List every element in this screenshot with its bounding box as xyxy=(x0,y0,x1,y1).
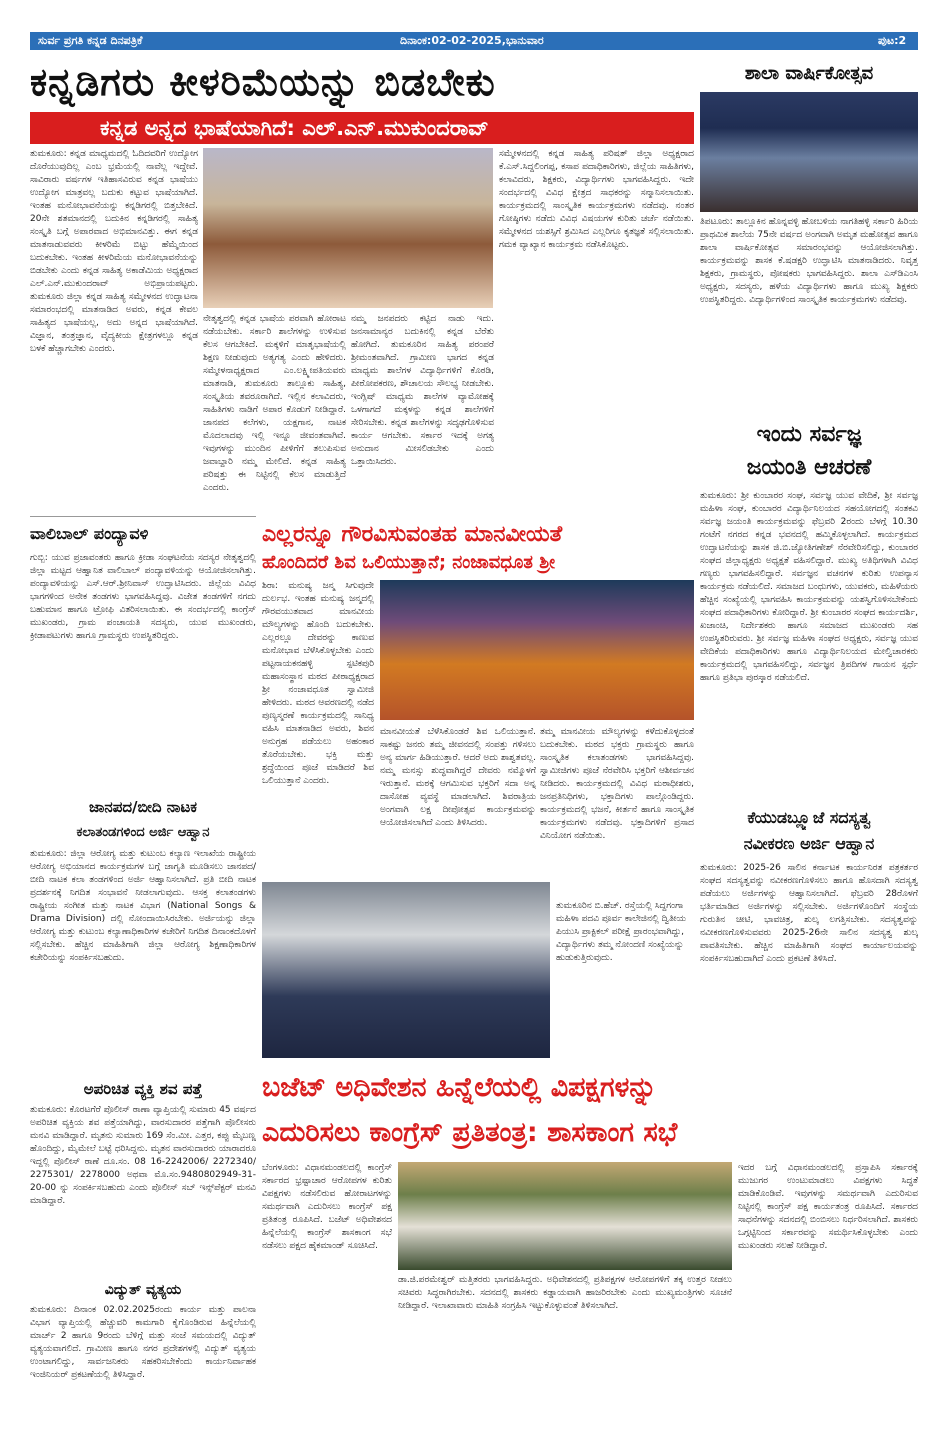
page-number: ಪುಟ:2 xyxy=(878,34,907,47)
swamiji-col-1: ಶಿರಾ: ಮನುಷ್ಯ ಜನ್ಮ ಸಿಗುವುದೇ ದುರ್ಲಭ. ಇಂತಹ ಮನುಷ್ಯ ಜನ್ಮದಲ್ಲಿ ಗೌರವಯುತವಾದ ಮಾನವೀಯ ಮೌಲ್ಯಗಳನ್ನು ಹೊಂದಿ ಬದುಕಬೇಕು. ಎಲ್ಲರಲ್ಲೂ ದೇವರನ್ನು ಕಾಣುವ ಮನೋಭಾವ ಬೆಳೆಸಿಕೊಳ್ಳಬೇಕು ಎಂದು ಪಟ್ಟನಾಯಕನಹಳ್ಳಿ ಸ್ಪಟಿಕಪುರಿ ಮಹಾಸಂಸ್ಥಾನ ಮಠದ ಪೀಠಾಧ್ಯಕ್ಷರಾದ ಶ್ರೀ ನಂಜಾವಧೂತ ಸ್ವಾಮೀಜಿ ಹೇಳಿದರು. ಮಠದ ಆವರಣದಲ್ಲಿ ನಡೆದ ಪುಣ್ಯಸ್ಮರಣೆ ಕಾರ್ಯಕ್ರಮದಲ್ಲಿ ಸಾನಿಧ್ಯ ವಹಿಸಿ ಮಾತನಾಡಿದ ಅವರು, ಶಿವನ ಅನುಗ್ರಹ ಪಡೆಯಲು ಅಹಂಕಾರ ತೊರೆಯಬೇಕು. ಭಕ್ತಿ ಮತ್ತು ಶ್ರದ್ಧೆಯಿಂದ ಪೂಜೆ ಮಾಡಿದರೆ ಶಿವ ಒಲಿಯುತ್ತಾನೆ ಎಂದರು. xyxy=(262,581,374,786)
assembly-photo xyxy=(398,1162,732,1270)
kuwj-title-1: ಕೆಯುಡಬ್ಲ್ಯೂಜೆ ಸದಸ್ಯತ್ವ xyxy=(747,808,871,827)
budget-col-4: ಇದರ ಬಗ್ಗೆ ವಿಧಾನಮಂಡಲದಲ್ಲಿ ಪ್ರಸ್ತಾಪಿಸಿ ಸರ್ಕಾರಕ್ಕೆ ಮುಜುಗರ ಉಂಟುಮಾಡಲು ವಿಪಕ್ಷಗಳು ಸಿದ್ಧತೆ ಮಾಡಿಕೊಂಡಿವೆ. ಇವುಗಳನ್ನು ಸಮರ್ಥವಾಗಿ ಎದುರಿಸುವ ನಿಟ್ಟಿನಲ್ಲಿ ಕಾಂಗ್ರೆಸ್ ಪಕ್ಷ ಕಾರ್ಯತಂತ್ರ ರೂಪಿಸಿದೆ. ಸರ್ಕಾರದ ಸಾಧನೆಗಳನ್ನು ಸದನದಲ್ಲಿ ಬಿಂಬಿಸಲು ನಿರ್ಧರಿಸಲಾಗಿದೆ. ಶಾಸಕರು ಒಗ್ಗಟ್ಟಿನಿಂದ ಸರ್ಕಾರವನ್ನು ಸಮರ್ಥಿಸಿಕೊಳ್ಳಬೇಕು ಎಂದು ಮುಖಂಡರು ಸಲಹೆ ನೀಡಿದ್ದಾರೆ. xyxy=(738,1163,918,1251)
students-caption: ತುಮಕೂರಿನ ಬಿ.ಹೆಚ್. ರಸ್ತೆಯಲ್ಲಿ ಸಿದ್ದಗಂಗಾ ಮಹಿಳಾ ಪದವಿ ಪೂರ್ವ ಕಾಲೇಜಿನಲ್ಲಿ ದ್ವಿತೀಯ ಪಿಯುಸಿ ಪ್ರಾಕ್ಟಿಕಲ್ ಪರೀಕ್ಷೆ ಪ್ರಾರಂಭವಾಗಿದ್ದು, ವಿದ್ಯಾರ್ಥಿಗಳು ತಮ್ಮ ನೋಂದಣಿ ಸಂಖ್ಯೆಯನ್ನು ಹುಡುಕುತ್ತಿರುವುದು. xyxy=(556,901,687,963)
sarvajna-title-1: ಇಂದು ಸರ್ವಜ್ಞ xyxy=(756,422,862,447)
power-body: ತುಮಕೂರು: ದಿನಾಂಕ 02.02.2025ರಂದು ಕಾರ್ಯ ಮತ್ತು ಪಾಲನಾ ವಿಭಾಗ ವ್ಯಾಪ್ತಿಯಲ್ಲಿ ಹೆಚ್ಚುವರಿ ಕಾಮಗಾರಿ ಕೈಗೊಂಡಿರುವ ಹಿನ್ನೆಲೆಯಲ್ಲಿ ಮಾರ್ಚ್ 2 ಹಾಗೂ 9ರಂದು ಬೆಳಿಗ್ಗೆ ಮತ್ತು ಸಂಜೆ ಸಮಯದಲ್ಲಿ ವಿದ್ಯುತ್ ವ್ಯತ್ಯಯವಾಗಲಿದೆ. ಗ್ರಾಮೀಣ ಹಾಗೂ ನಗರ ಪ್ರದೇಶಗಳಲ್ಲಿ ವಿದ್ಯುತ್ ವ್ಯತ್ಯಯ ಉಂಟಾಗಲಿದ್ದು, ಸಾರ್ವಜನಿಕರು ಸಹಕರಿಸಬೇಕೆಂದು ಕಾರ್ಯನಿರ್ವಾಹಕ ಇಂಜಿನಿಯರ್ ಪ್ರಕಟಣೆಯಲ್ಲಿ ತಿಳಿಸಿದ್ದಾರೆ. xyxy=(30,1305,256,1380)
sarvajna-body: ತುಮಕೂರು: ಶ್ರೀ ಕುಂಬಾರರ ಸಂಘ, ಸರ್ವಜ್ಞ ಯುವ ವೇದಿಕೆ, ಶ್ರೀ ಸರ್ವಜ್ಞ ಮಹಿಳಾ ಸಂಘ, ಕುಂಬಾರರ ವಿದ್ಯಾರ್ಥಿನಿಲಯದ ಸಹಯೋಗದಲ್ಲಿ ಸಂತಕವಿ ಸರ್ವಜ್ಞ ಜಯಂತಿ ಕಾರ್ಯಕ್ರಮವನ್ನು ಫೆಬ್ರವರಿ 2ರಂದು ಬೆಳಗ್ಗೆ 10.30 ಗಂಟೆಗೆ ನಗರದ ಕನ್ನಡ ಭವನದಲ್ಲಿ ಹಮ್ಮಿಕೊಳ್ಳಲಾಗಿದೆ. ಕಾರ್ಯಕ್ರಮದ ಉದ್ಘಾಟನೆಯನ್ನು ಶಾಸಕ ಜಿ.ಬಿ.ಜ್ಯೋತಿಗಣೇಶ್ ನೆರವೇರಿಸಲಿದ್ದು, ಕುಂಬಾರರ ಸಂಘದ ಜಿಲ್ಲಾಧ್ಯಕ್ಷರು ಅಧ್ಯಕ್ಷತೆ ವಹಿಸಲಿದ್ದಾರೆ. ಮುಖ್ಯ ಅತಿಥಿಗಳಾಗಿ ವಿವಿಧ ಗಣ್ಯರು ಭಾಗವಹಿಸಲಿದ್ದಾರೆ. ಸರ್ವಜ್ಞನ ವಚನಗಳ ಕುರಿತು ಉಪನ್ಯಾಸ ಕಾರ್ಯಕ್ರಮ ನಡೆಯಲಿದೆ. ಸಮಾಜದ ಬಂಧುಗಳು, ಯುವಕರು, ಮಹಿಳೆಯರು ಹೆಚ್ಚಿನ ಸಂಖ್ಯೆಯಲ್ಲಿ ಭಾಗವಹಿಸಿ ಕಾರ್ಯಕ್ರಮವನ್ನು ಯಶಸ್ವಿಗೊಳಿಸಬೇಕೆಂದು ಸಂಘದ ಪದಾಧಿಕಾರಿಗಳು ಕೋರಿದ್ದಾರೆ. ಶ್ರೀ ಕುಂಬಾರರ ಸಂಘದ ಕಾರ್ಯದರ್ಶಿ, ಖಜಾಂಚಿ, ನಿರ್ದೇಶಕರು ಹಾಗೂ ಸಮಾಜದ ಮುಖಂಡರು ಸಹ ಉಪಸ್ಥಿತರಿರುವರು. ಶ್ರೀ ಸರ್ವಜ್ಞ ಮಹಿಳಾ ಸಂಘದ ಅಧ್ಯಕ್ಷರು, ಸರ್ವಜ್ಞ ಯುವ ವೇದಿಕೆಯ ಪದಾಧಿಕಾರಿಗಳು ಹಾಗೂ ವಿದ್ಯಾರ್ಥಿನಿಲಯದ ಮೇಲ್ವಿಚಾರಕರು ಕಾರ್ಯಕ್ರಮದಲ್ಲಿ ಭಾಗವಹಿಸಲಿದ್ದು, ಸರ್ವಜ್ಞನ ತ್ರಿಪದಿಗಳ ಗಾಯನ ಸ್ಪರ್ಧೆ ಹಾಗೂ ಪ್ರತಿಭಾ ಪುರಸ್ಕಾರ ನಡೆಯಲಿದೆ. xyxy=(700,491,918,683)
lead-col-4: ಸಮ್ಮೇಳನದಲ್ಲಿ ಕನ್ನಡ ಸಾಹಿತ್ಯ ಪರಿಷತ್ ಜಿಲ್ಲಾ ಅಧ್ಯಕ್ಷರಾದ ಕೆ.ಎಸ್.ಸಿದ್ದಲಿಂಗಪ್ಪ, ಕಸಾಪ ಪದಾಧಿಕಾರಿಗಳು, ಜಿಲ್ಲೆಯ ಸಾಹಿತಿಗಳು, ಕಲಾವಿದರು, ಶಿಕ್ಷಕರು, ವಿದ್ಯಾರ್ಥಿಗಳು ಭಾಗವಹಿಸಿದ್ದರು. ಇದೇ ಸಂದರ್ಭದಲ್ಲಿ ವಿವಿಧ ಕ್ಷೇತ್ರದ ಸಾಧಕರನ್ನು ಸನ್ಮಾನಿಸಲಾಯಿತು. ಕಾರ್ಯಕ್ರಮದಲ್ಲಿ ಸಾಂಸ್ಕೃತಿಕ ಕಾರ್ಯಕ್ರಮಗಳು ನಡೆದವು. ನಂತರ ಗೋಷ್ಠಿಗಳು ನಡೆದು ವಿವಿಧ ವಿಷಯಗಳ ಕುರಿತು ಚರ್ಚೆ ನಡೆಯಿತು. ಸಮ್ಮೇಳನದ ಯಶಸ್ಸಿಗೆ ಶ್ರಮಿಸಿದ ಎಲ್ಲರಿಗೂ ಕೃತಜ್ಞತೆ ಸಲ್ಲಿಸಲಾಯಿತು. ಗಮಕ ವ್ಯಾಖ್ಯಾನ ಕಾರ್ಯಕ್ರಮ ನಡೆಸಿಕೊಟ್ಟರು. xyxy=(499,149,694,250)
temple-photo xyxy=(380,580,694,720)
power-title: ವಿದ್ಯುತ್ ವ್ಯತ್ಯಯ xyxy=(104,1282,182,1298)
unknown-body: ತುಮಕೂರು: ಕೊರಟಗೆರೆ ಪೊಲೀಸ್ ಠಾಣಾ ವ್ಯಾಪ್ತಿಯಲ್ಲಿ ಸುಮಾರು 45 ವರ್ಷದ ಅಪರಿಚಿತ ವ್ಯಕ್ತಿಯ ಶವ ಪತ್ತೆಯಾಗಿದ್ದು, ವಾರಸುದಾರರ ಪತ್ತೆಗಾಗಿ ಪೊಲೀಸರು ಮನವಿ ಮಾಡಿದ್ದಾರೆ. ಮೃತನು ಸುಮಾರು 169 ಸೆಂ.ಮೀ. ಎತ್ತರ, ಕಪ್ಪು ಮೈಬಣ್ಣ ಹೊಂದಿದ್ದು, ಮೈಮೇಲೆ ಬಟ್ಟೆ ಧರಿಸಿದ್ದನು. ಮೃತನ ವಾರಸುದಾರರು ಯಾರಾದರೂ ಇದ್ದಲ್ಲಿ ಪೊಲೀಸ್ ಠಾಣೆ ದೂ.ಸಂ. 08 16-2242006/ 2272340/ 2275301/ 2278000 ಅಥವಾ ಮೊ.ಸಂ.9480802949-31-20-00 ನ್ನು ಸಂಪರ್ಕಿಸಬಹುದು ಎಂದು ಪೊಲೀಸ್ ಸಬ್ ಇನ್ಸ್‌ಪೆಕ್ಟರ್ ಮನವಿ ಮಾಡಿದ್ದಾರೆ. xyxy=(30,1105,256,1206)
lead-col-3: ನಮ್ಮ ಜನಪದರು ಕಟ್ಟಿದ ನಾಡು ಇದು. ಜನಸಾಮಾನ್ಯರ ಬದುಕಿನಲ್ಲಿ ಕನ್ನಡ ಬೆರೆತು ಹೋಗಿದೆ. ತುಮಕೂರಿನ ಸಾಹಿತ್ಯ ಪರಂಪರೆ ಶ್ರೀಮಂತವಾಗಿದೆ. ಗ್ರಾಮೀಣ ಭಾಗದ ಕನ್ನಡ ಮಾಧ್ಯಮ ಶಾಲೆಗಳ ವಿದ್ಯಾರ್ಥಿಗಳಿಗೆ ಕೊಠಡಿ, ಪೀಠೋಪಕರಣ, ಶೌಚಾಲಯ ಸೌಲಭ್ಯ ನೀಡಬೇಕು. ಇಂಗ್ಲಿಷ್ ಮಾಧ್ಯಮ ಶಾಲೆಗಳ ವ್ಯಾಮೋಹಕ್ಕೆ ಒಳಗಾಗದೆ ಮಕ್ಕಳನ್ನು ಕನ್ನಡ ಶಾಲೆಗಳಿಗೆ ಸೇರಿಸಬೇಕು. ಕನ್ನಡ ಶಾಲೆಗಳನ್ನು ಸದೃಢಗೊಳಿಸುವ ಕಾರ್ಯ ಆಗಬೇಕು. ಸರ್ಕಾರ ಇದಕ್ಕೆ ಅಗತ್ಯ ಅನುದಾನ ಮೀಸಲಿಡಬೇಕು ಎಂದು ಒತ್ತಾಯಿಸಿದರು. xyxy=(351,314,494,467)
school-photo xyxy=(700,92,918,212)
lead-subhead: ಕನ್ನಡ ಅನ್ನದ ಭಾಷೆಯಾಗಿದೆ: ಎಲ್.ಎನ್.ಮುಕುಂದರಾವ್ xyxy=(30,112,694,144)
lead-photo xyxy=(203,148,493,308)
drama-subtitle: ಕಲಾತಂಡಗಳಿಂದ ಅರ್ಜಿ ಆಹ್ವಾನ xyxy=(76,825,210,840)
lead-col-1: ತುಮಕೂರು: ಕನ್ನಡ ಮಾಧ್ಯಮದಲ್ಲಿ ಓದಿದವರಿಗೆ ಉದ್ಯೋಗ ದೊರೆಯುವುದಿಲ್ಲ ಎಂಬ ಭ್ರಮೆಯಲ್ಲಿ ನಾವೆಲ್ಲ ಇದ್ದೇವೆ. ಸಾವಿರಾರು ವರ್ಷಗಳ ಇತಿಹಾಸವಿರುವ ಕನ್ನಡ ಭಾಷೆಯು ಉದ್ಯೋಗ ಮಾತ್ರವಲ್ಲ ಬದುಕು ಕಟ್ಟುವ ಭಾಷೆಯಾಗಿದೆ. ಇಂತಹ ಮನೋಭಾವನೆಯನ್ನು ಕನ್ನಡಿಗರಲ್ಲಿ ಬಿತ್ತಬೇಕಿದೆ. 20ನೇ ಶತಮಾನದಲ್ಲಿ ಬದುಕಿನ ಕನ್ನಡಿಗರಲ್ಲಿ ಸಾಹಿತ್ಯ ಸಂಸ್ಕೃತಿ ಬಗ್ಗೆ ಅಪಾರವಾದ ಅಭಿಮಾನವಿತ್ತು. ಈಗ ಕನ್ನಡ ಮಾತನಾಡುವವರು ಕೀಳರಿಮೆ ಬಿಟ್ಟು ಹೆಮ್ಮೆಯಿಂದ ಬದುಕಬೇಕು. ಇಂತಹ ಕೀಳರಿಮೆಯ ಮನೋಭಾವನೆಯನ್ನು ಬಿಡಬೇಕು ಎಂದು ಕನ್ನಡ ಸಾಹಿತ್ಯ ಅಕಾಡೆಮಿಯ ಅಧ್ಯಕ್ಷರಾದ ಎಲ್.ಎನ್.ಮುಕುಂದರಾವ್ ಅಭಿಪ್ರಾಯಪಟ್ಟರು. ತುಮಕೂರು ಜಿಲ್ಲಾ ಕನ್ನಡ ಸಾಹಿತ್ಯ ಸಮ್ಮೇಳನದ ಉದ್ಘಾಟನಾ ಸಮಾರಂಭದಲ್ಲಿ ಮಾತನಾಡಿದ ಅವರು, ಕನ್ನಡ ಕೇವಲ ಸಾಹಿತ್ಯದ ಭಾಷೆಯಲ್ಲ, ಅದು ಅನ್ನದ ಭಾಷೆಯಾಗಿದೆ. ವಿಜ್ಞಾನ, ತಂತ್ರಜ್ಞಾನ, ವೈದ್ಯಕೀಯ ಕ್ಷೇತ್ರಗಳಲ್ಲೂ ಕನ್ನಡ ಬಳಕೆ ಹೆಚ್ಚಾಗಬೇಕು ಎಂದರು. xyxy=(30,149,198,354)
volley-body: ಗುಬ್ಬಿ: ಯುವ ಪ್ರಜಾವಂತರು ಹಾಗೂ ಕ್ರೀಡಾ ಸಂಘಟನೆಯ ಸದಸ್ಯರ ನೇತೃತ್ವದಲ್ಲಿ ಜಿಲ್ಲಾ ಮಟ್ಟದ ಆಹ್ವಾನಿತ ವಾಲಿಬಾಲ್ ಪಂದ್ಯಾವಳಿಯನ್ನು ಆಯೋಜಿಸಲಾಗಿತ್ತು. ಪಂದ್ಯಾವಳಿಯನ್ನು ಎಸ್.ಆರ್.ಶ್ರೀನಿವಾಸ್ ಉದ್ಘಾಟಿಸಿದರು. ಜಿಲ್ಲೆಯ ವಿವಿಧ ಭಾಗಗಳಿಂದ ಅನೇಕ ತಂಡಗಳು ಭಾಗವಹಿಸಿದ್ದವು. ವಿಜೇತ ತಂಡಗಳಿಗೆ ನಗದು ಬಹುಮಾನ ಹಾಗೂ ಟ್ರೋಫಿ ವಿತರಿಸಲಾಯಿತು. ಈ ಸಂದರ್ಭದಲ್ಲಿ ಕಾಂಗ್ರೆಸ್ ಮುಖಂಡರು, ಗ್ರಾಮ ಪಂಚಾಯತಿ ಸದಸ್ಯರು, ಯುವ ಮುಖಂಡರು, ಕ್ರೀಡಾಪಟುಗಳು ಹಾಗೂ ಗ್ರಾಮಸ್ಥರು ಉಪಸ್ಥಿತರಿದ್ದರು. xyxy=(30,553,256,641)
students-photo xyxy=(262,882,550,1058)
drama-title: ಜಾನಪದ/ಬೀದಿ ನಾಟಕ xyxy=(89,798,197,816)
budget-col-3: ಡಾ.ಜಿ.ಪರಮೇಶ್ವರ್ ಮತ್ತಿತರರು ಭಾಗವಹಿಸಿದ್ದರು. ಅಧಿವೇಶನದಲ್ಲಿ ಪ್ರತಿಪಕ್ಷಗಳ ಆರೋಪಗಳಿಗೆ ತಕ್ಕ ಉತ್ತರ ನೀಡಲು ಸಚಿವರು ಸಿದ್ಧರಾಗಿರಬೇಕು. ಸದನದಲ್ಲಿ ಶಾಸಕರು ಕಡ್ಡಾಯವಾಗಿ ಹಾಜರಿರಬೇಕು ಎಂದು ಮುಖ್ಯಮಂತ್ರಿಗಳು ಸೂಚನೆ ನೀಡಿದ್ದಾರೆ. ಇಲಾಖಾವಾರು ಮಾಹಿತಿ ಸಂಗ್ರಹಿಸಿ ಇಟ್ಟುಕೊಳ್ಳುವಂತೆ ತಿಳಿಸಲಾಗಿದೆ. xyxy=(398,1275,732,1311)
kuwj-body: ತುಮಕೂರು: 2025-26 ಸಾಲಿನ ಕರ್ನಾಟಕ ಕಾರ್ಯನಿರತ ಪತ್ರಕರ್ತರ ಸಂಘದ ಸದಸ್ಯತ್ವವನ್ನು ನವೀಕರಣಗೊಳಿಸಲು ಹಾಗೂ ಹೊಸದಾಗಿ ಸದಸ್ಯತ್ವ ಪಡೆಯಲು ಅರ್ಜಿಗಳನ್ನು ಆಹ್ವಾನಿಸಲಾಗಿದೆ. ಫೆಬ್ರವರಿ 28ರೊಳಗೆ ಭರ್ತಿಮಾಡಿದ ಅರ್ಜಿಗಳನ್ನು ಸಲ್ಲಿಸಬೇಕು. ಅರ್ಜಿಗಳೊಂದಿಗೆ ಸಂಸ್ಥೆಯ ಗುರುತಿನ ಚೀಟಿ, ಭಾವಚಿತ್ರ, ಶುಲ್ಕ ಲಗತ್ತಿಸಬೇಕು. ಸದಸ್ಯತ್ವವನ್ನು ನವೀಕರಣಗೊಳಿಸುವವರು 2025-26ನೇ ಸಾಲಿನ ಸದಸ್ಯತ್ವ ಶುಲ್ಕ ಪಾವತಿಸಬೇಕು. ಹೆಚ್ಚಿನ ಮಾಹಿತಿಗಾಗಿ ಸಂಘದ ಕಾರ್ಯಾಲಯವನ್ನು ಸಂಪರ್ಕಿಸಬಹುದಾಗಿದೆ ಎಂದು ಪ್ರಕಟಣೆ ತಿಳಿಸಿದೆ. xyxy=(700,863,918,964)
school-title: ಶಾಲಾ ವಾರ್ಷಿಕೋತ್ಸವ xyxy=(744,63,874,84)
paper-name: ಸುರ್ವ ಪ್ರಗತಿ ಕನ್ನಡ ದಿನಪತ್ರಿಕೆ xyxy=(38,34,143,47)
swamiji-title-1: ಎಲ್ಲರನ್ನೂ ಗೌರವಿಸುವಂತಹ ಮಾನವೀಯತೆ xyxy=(262,522,563,547)
volley-title: ವಾಲಿಬಾಲ್ ಪಂದ್ಯಾವಳಿ xyxy=(30,524,149,543)
rule xyxy=(30,516,256,517)
budget-title-2: ಎದುರಿಸಲು ಕಾಂಗ್ರೆಸ್ ಪ್ರತಿತಂತ್ರ: ಶಾಸಕಾಂಗ ಸಭೆ xyxy=(262,1117,678,1148)
masthead-bar xyxy=(30,32,918,50)
lead-col-2: ನೇತೃತ್ವದಲ್ಲಿ ಕನ್ನಡ ಭಾಷೆಯ ಪರವಾಗಿ ಹೋರಾಟ ನಡೆಯಬೇಕು. ಸರ್ಕಾರಿ ಶಾಲೆಗಳನ್ನು ಉಳಿಸುವ ಕೆಲಸ ಆಗಬೇಕಿದೆ. ಮಕ್ಕಳಿಗೆ ಮಾತೃಭಾಷೆಯಲ್ಲಿ ಶಿಕ್ಷಣ ನೀಡುವುದು ಅತ್ಯಗತ್ಯ ಎಂದು ಹೇಳಿದರು. ಸಮ್ಮೇಳನಾಧ್ಯಕ್ಷರಾದ ಎಂ.ಲಕ್ಷ್ಮೀಪತಿಯವರು ಮಾತನಾಡಿ, ತುಮಕೂರು ತಾಲ್ಲೂಕು ಸಾಹಿತ್ಯ, ಸಂಸ್ಕೃತಿಯ ತವರೂರಾಗಿದೆ. ಇಲ್ಲಿನ ಕಲಾವಿದರು, ಸಾಹಿತಿಗಳು ನಾಡಿಗೆ ಅಪಾರ ಕೊಡುಗೆ ನೀಡಿದ್ದಾರೆ. ಜಾನಪದ ಕಲೆಗಳು, ಯಕ್ಷಗಾನ, ನಾಟಕ ಮೊದಲಾದವು ಇಲ್ಲಿ ಇನ್ನೂ ಜೀವಂತವಾಗಿವೆ. ಇವುಗಳನ್ನು ಮುಂದಿನ ಪೀಳಿಗೆಗೆ ತಲುಪಿಸುವ ಜವಾಬ್ದಾರಿ ನಮ್ಮ ಮೇಲಿದೆ. ಕನ್ನಡ ಸಾಹಿತ್ಯ ಪರಿಷತ್ತು ಈ ನಿಟ್ಟಿನಲ್ಲಿ ಕೆಲಸ ಮಾಡುತ್ತಿದೆ ಎಂದರು. xyxy=(203,314,346,493)
issue-date: ದಿನಾಂಕ:02-02-2025,ಭಾನುವಾರ xyxy=(400,34,544,47)
swamiji-col-2: ಮಾನವೀಯತೆ ಬೆಳೆಸಿಕೊಂಡರೆ ಶಿವ ಒಲಿಯುತ್ತಾನೆ. ಸಾಕಷ್ಟು ಜನರು ತಮ್ಮ ಜೀವನದಲ್ಲಿ ಸಂಪತ್ತು ಗಳಿಸಲು ಅನ್ಯ ಮಾರ್ಗ ಹಿಡಿಯುತ್ತಾರೆ. ಆದರೆ ಅದು ಶಾಶ್ವತವಲ್ಲ. ನಮ್ಮ ಮನಸ್ಸು ಶುದ್ಧವಾಗಿದ್ದರೆ ದೇವರು ನಮ್ಮೊಳಗೆ ಇರುತ್ತಾನೆ. ಮಠಕ್ಕೆ ಆಗಮಿಸುವ ಭಕ್ತರಿಗೆ ಸದಾ ಅನ್ನ ದಾಸೋಹ ವ್ಯವಸ್ಥೆ ಮಾಡಲಾಗಿದೆ. ಶಿವರಾತ್ರಿಯ ಅಂಗವಾಗಿ ಲಕ್ಷ ದೀಪೋತ್ಸವ ಕಾರ್ಯಕ್ರಮವನ್ನು ಆಯೋಜಿಸಲಾಗಿದೆ ಎಂದು ತಿಳಿಸಿದರು. xyxy=(380,727,536,828)
school-body: ತಿಪಟೂರು: ತಾಲ್ಲೂಕಿನ ಹೊನ್ನವಳ್ಳಿ ಹೋಬಳಿಯ ನಾಗತಿಹಳ್ಳಿ ಸರ್ಕಾರಿ ಹಿರಿಯ ಪ್ರಾಥಮಿಕ ಶಾಲೆಯ 75ನೇ ವರ್ಷದ ಅಂಗವಾಗಿ ಅಮೃತ ಮಹೋತ್ಸವ ಹಾಗೂ ಶಾಲಾ ವಾರ್ಷಿಕೋತ್ಸವ ಸಮಾರಂಭವನ್ನು ಆಯೋಜಿಸಲಾಗಿತ್ತು. ಕಾರ್ಯಕ್ರಮವನ್ನು ಶಾಸಕ ಕೆ.ಷಡಕ್ಷರಿ ಉದ್ಘಾಟಿಸಿ ಮಾತನಾಡಿದರು. ನಿವೃತ್ತ ಶಿಕ್ಷಕರು, ಗ್ರಾಮಸ್ಥರು, ಪೋಷಕರು ಭಾಗವಹಿಸಿದ್ದರು. ಶಾಲಾ ಎಸ್‌ಡಿಎಂಸಿ ಅಧ್ಯಕ್ಷರು, ಸದಸ್ಯರು, ಹಳೆಯ ವಿದ್ಯಾರ್ಥಿಗಳು ಹಾಗೂ ಮುಖ್ಯ ಶಿಕ್ಷಕರು ಉಪಸ್ಥಿತರಿದ್ದರು. ವಿದ್ಯಾರ್ಥಿಗಳಿಂದ ಸಾಂಸ್ಕೃತಿಕ ಕಾರ್ಯಕ್ರಮಗಳು ನಡೆದವು. xyxy=(700,217,918,305)
swamiji-title-2: ಹೊಂದಿದರೆ ಶಿವ ಒಲಿಯುತ್ತಾನೆ; ನಂಜಾವಧೂತ ಶ್ರೀ xyxy=(262,552,556,573)
sarvajna-title-2: ಜಯಂತಿ ಆಚರಣೆ xyxy=(746,455,872,480)
lead-headline: ಕನ್ನಡಿಗರು ಕೀಳರಿಮೆಯನ್ನು ಬಿಡಬೇಕು xyxy=(30,60,496,104)
swamiji-col-3: ತಮ್ಮ ಮಾನವೀಯ ಮೌಲ್ಯಗಳನ್ನು ಕಳೆದುಕೊಳ್ಳದಂತೆ ಬದುಕಬೇಕು. ಮಠದ ಭಕ್ತರು ಗ್ರಾಮಸ್ಥರು ಹಾಗೂ ಸಾಂಸ್ಕೃತಿಕ ಕಲಾತಂಡಗಳು ಭಾಗವಹಿಸಿದ್ದವು. ಸ್ವಾಮೀಜಿಗಳು ಪೂಜೆ ನೆರವೇರಿಸಿ ಭಕ್ತರಿಗೆ ಆಶೀರ್ವಚನ ನೀಡಿದರು. ಕಾರ್ಯಕ್ರಮದಲ್ಲಿ ವಿವಿಧ ಮಠಾಧೀಶರು, ಜನಪ್ರತಿನಿಧಿಗಳು, ಭಕ್ತಾದಿಗಳು ಪಾಲ್ಗೊಂಡಿದ್ದರು. ಕಾರ್ಯಕ್ರಮದಲ್ಲಿ ಭಜನೆ, ಕೀರ್ತನೆ ಹಾಗೂ ಸಾಂಸ್ಕೃತಿಕ ಕಾರ್ಯಕ್ರಮಗಳು ನಡೆದವು. ಭಕ್ತಾದಿಗಳಿಗೆ ಪ್ರಸಾದ ವಿನಿಯೋಗ ನಡೆಯಿತು. xyxy=(540,727,694,841)
unknown-title: ಅಪರಿಚಿತ ವ್ಯಕ್ತಿ ಶವ ಪತ್ತೆ xyxy=(83,1080,203,1098)
budget-col-1: ಬೆಂಗಳೂರು: ವಿಧಾನಮಂಡಲದಲ್ಲಿ ಕಾಂಗ್ರೆಸ್ ಸರ್ಕಾರದ ಭ್ರಷ್ಟಾಚಾರ ಆರೋಪಗಳ ಕುರಿತು ವಿಪಕ್ಷಗಳು ನಡೆಸಲಿರುವ ಹೋರಾಟಗಳನ್ನು ಸಮರ್ಥವಾಗಿ ಎದುರಿಸಲು ಕಾಂಗ್ರೆಸ್ ಪಕ್ಷ ಪ್ರತಿತಂತ್ರ ರೂಪಿಸಿದೆ. ಬಜೆಟ್ ಅಧಿವೇಶನದ ಹಿನ್ನೆಲೆಯಲ್ಲಿ ಕಾಂಗ್ರೆಸ್ ಶಾಸಕಾಂಗ ಸಭೆ ನಡೆಸಲು ಪಕ್ಷದ ಹೈಕಮಾಂಡ್ ಸೂಚಿಸಿದೆ. xyxy=(262,1163,392,1251)
budget-title-1: ಬಜೆಟ್ ಅಧಿವೇಶನ ಹಿನ್ನೆಲೆಯಲ್ಲಿ ವಿಪಕ್ಷಗಳನ್ನು xyxy=(262,1072,657,1103)
kuwj-title-2: ನವೀಕರಣ ಅರ್ಜಿ ಆಹ್ವಾನ xyxy=(743,834,875,853)
drama-body: ತುಮಕೂರು: ಜಿಲ್ಲಾ ಆರೋಗ್ಯ ಮತ್ತು ಕುಟುಂಬ ಕಲ್ಯಾಣ ಇಲಾಖೆಯ ರಾಷ್ಟ್ರೀಯ ಆರೋಗ್ಯ ಅಭಿಯಾನದ ಕಾರ್ಯಕ್ರಮಗಳ ಬಗ್ಗೆ ಜಾಗೃತಿ ಮೂಡಿಸಲು ಜಾನಪದ/ಬೀದಿ ನಾಟಕ ಕಲಾ ತಂಡಗಳಿಂದ ಅರ್ಜಿ ಆಹ್ವಾನಿಸಲಾಗಿದೆ. ಪ್ರತಿ ಬೀದಿ ನಾಟಕ ಪ್ರದರ್ಶನಕ್ಕೆ ನಿಗದಿತ ಸಂಭಾವನೆ ನೀಡಲಾಗುವುದು. ಆಸಕ್ತ ಕಲಾತಂಡಗಳು ರಾಷ್ಟ್ರೀಯ ಸಂಗೀತ ಮತ್ತು ನಾಟಕ ವಿಭಾಗ (National Songs & Drama Division) ದಲ್ಲಿ ನೋಂದಾಯಿಸಿರಬೇಕು. ಅರ್ಜಿಯನ್ನು ಜಿಲ್ಲಾ ಆರೋಗ್ಯ ಮತ್ತು ಕುಟುಂಬ ಕಲ್ಯಾಣಾಧಿಕಾರಿಗಳ ಕಚೇರಿಗೆ ನಿಗದಿತ ದಿನಾಂಕದೊಳಗೆ ಸಲ್ಲಿಸಬೇಕು. ಹೆಚ್ಚಿನ ಮಾಹಿತಿಗಾಗಿ ಜಿಲ್ಲಾ ಆರೋಗ್ಯ ಶಿಕ್ಷಣಾಧಿಕಾರಿಗಳ ಕಚೇರಿಯನ್ನು ಸಂಪರ್ಕಿಸಬಹುದು. xyxy=(30,849,256,963)
